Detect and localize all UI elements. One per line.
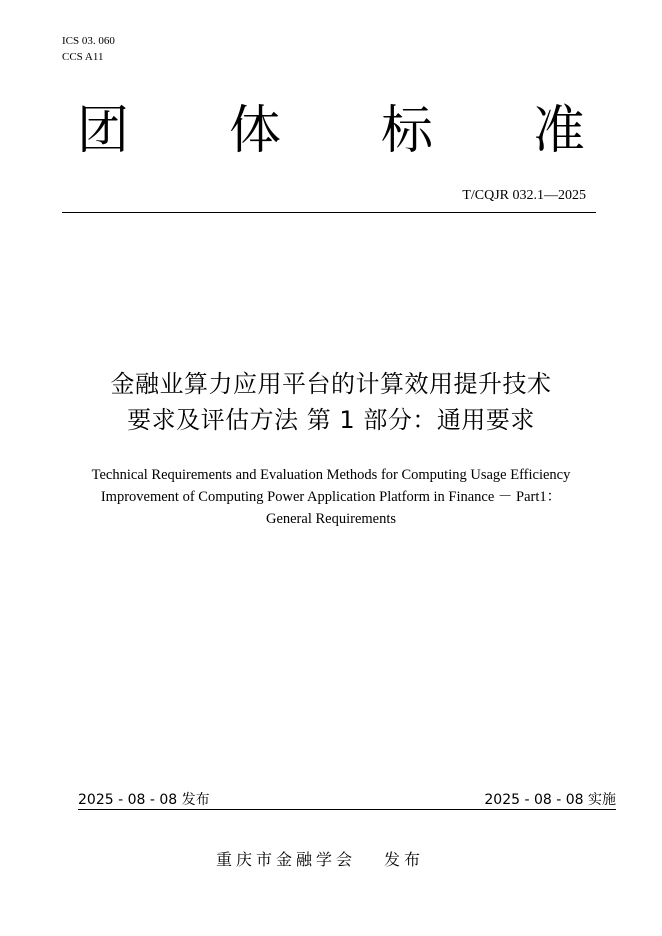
publisher-line [216, 848, 424, 872]
classification-codes [62, 33, 115, 65]
doc-type-char-3: 标 [380, 101, 433, 161]
english-title-line-3: General Requirements [265, 511, 397, 527]
publisher-name: 重庆市金融学会 [216, 850, 357, 869]
chinese-title-line-2: 要求及评估方法 第 1 部分：通用要求 [127, 406, 535, 434]
chinese-title [40, 366, 622, 438]
implementation-date: 2025 - 08 - 08 实施 [484, 792, 616, 808]
english-title-line-1: Technical Requirements and Evaluation Methods for Computing Usage Efficiency [91, 467, 571, 483]
doc-type-char-1: 团 [76, 101, 129, 161]
ics-code: ICS 03. 060 [62, 35, 115, 47]
chinese-title-line-1: 金融业算力应用平台的计算效用提升技术 [110, 370, 552, 398]
issue-date: 2025 - 08 - 08 发布 [78, 792, 210, 808]
english-title-line-2: Improvement of Computing Power Application Platform in Finance － Part1： [100, 489, 562, 505]
date-row [78, 790, 616, 810]
publisher-action: 发布 [384, 850, 425, 869]
standard-number: T/CQJR 032.1—2025 [462, 188, 586, 203]
ccs-code: CCS A11 [62, 51, 104, 63]
english-title [40, 464, 622, 530]
footer-divider [78, 809, 616, 810]
doc-type-char-2: 体 [228, 101, 281, 161]
document-type-title [62, 96, 600, 166]
header-divider [62, 212, 596, 213]
doc-type-char-4: 准 [532, 101, 585, 161]
